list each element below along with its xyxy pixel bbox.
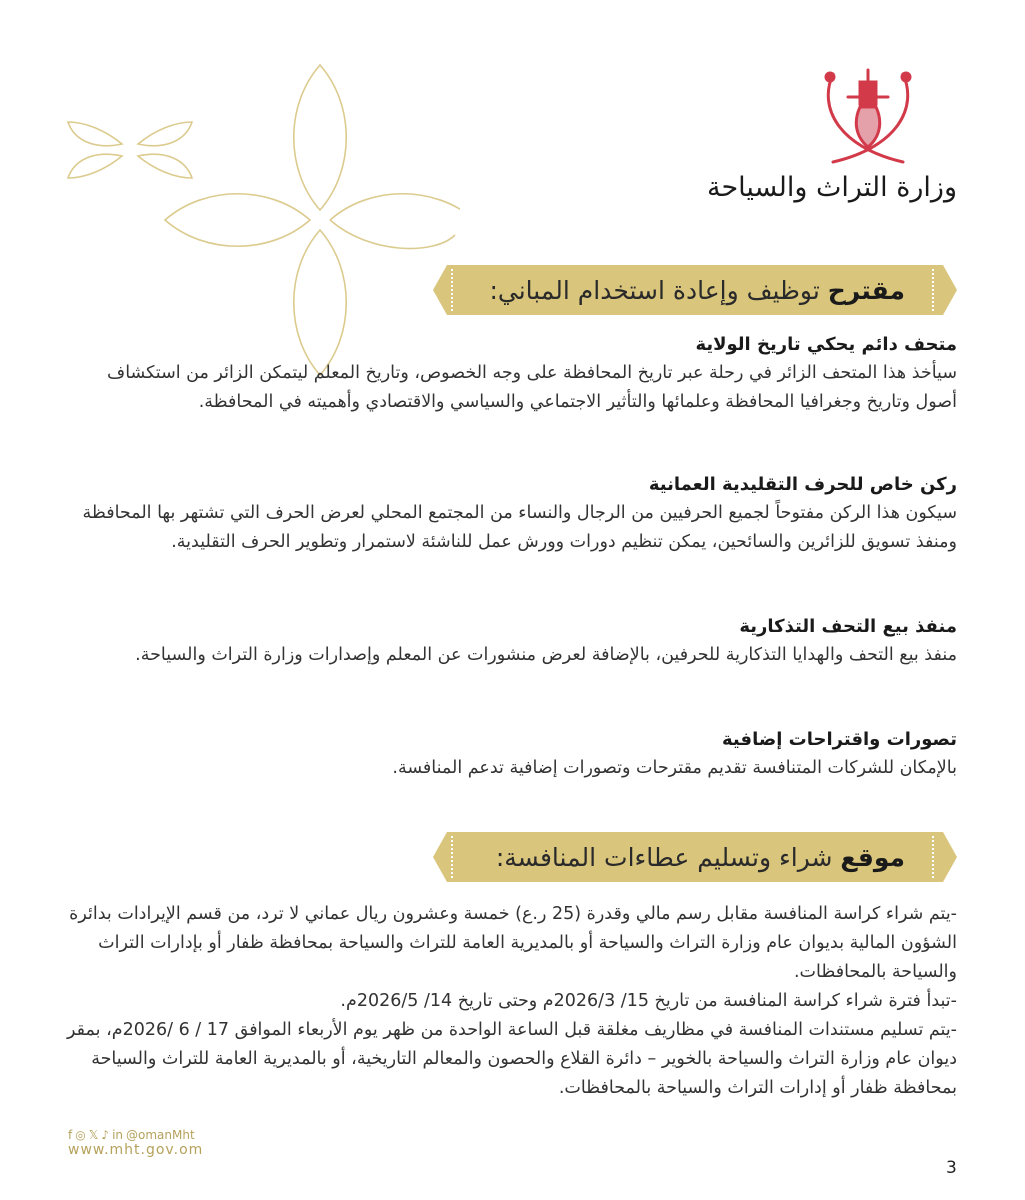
section-body: سيأخذ هذا المتحف الزائر في رحلة عبر تاريخ المحافظة على وجه الخصوص، وتاريخ المعلم ليتمكن الزائر من استكشاف أصول وتاريخ وجغرافيا المحافظة وعلمائها والتأثير الاجتماعي والسياسي والاقتصادي وأهميته في المحافظة. — [107, 363, 957, 412]
page-number: 3 — [946, 1158, 957, 1178]
section-body: بالإمكان للشركات المتنافسة تقديم مقترحات وتصورات إضافية تدعم المنافسة. — [392, 758, 957, 778]
tender-conditions — [67, 900, 957, 1103]
tiktok-icon[interactable]: ♪ — [101, 1128, 110, 1142]
section-title: منفذ بيع التحف التذكارية — [739, 616, 957, 637]
banner-heading-rest: توظيف وإعادة استخدام المباني: — [489, 275, 828, 305]
section-body: منفذ بيع التحف والهدايا التذكارية للحرفين، بالإضافة لعرض منشورات عن المعلم وإصدارات وزارة التراث والسياحة. — [135, 645, 957, 665]
banner-heading-bold: مقترح — [827, 275, 905, 305]
section-title: تصورات واقتراحات إضافية — [722, 729, 957, 750]
section-banner-tender-location — [447, 832, 943, 882]
section-body: سيكون هذا الركن مفتوحاً لجميع الحرفيين من الرجال والنساء من المجتمع المحلي لعرض الحرف التي تشتهر بها المحافظة ومنفذ تسويق للزائرين والسائحين، يمكن تنظيم دورات وورش عمل للناشئة لاستمرار وتطوير الحرف التقليدية. — [82, 503, 957, 552]
banner-heading-bold: موقع — [840, 842, 905, 872]
social-media-row — [68, 1128, 195, 1142]
social-handle[interactable]: @omanMht — [126, 1128, 195, 1142]
section-banner-proposal — [447, 265, 943, 315]
website-link[interactable]: www.mht.gov.om — [68, 1142, 204, 1158]
condition-submission: -يتم تسليم مستندات المنافسة في مظاريف مغلقة قبل الساعة الواحدة من ظهر يوم الأربعاء الموافق 17 / 6 /2026م، بمقر ديوان عام وزارة التراث والسياحة بالخوير – دائرة القلاع والحصون والمعالم التاريخية، أو بالمديرية العامة للتراث والسياحة بمحافظة ظفار أو إدارات التراث والسياحة بالمحافظات. — [67, 1020, 957, 1098]
section-title: متحف دائم يحكي تاريخ الولاية — [695, 334, 957, 355]
section-museum — [67, 330, 957, 417]
section-souvenir-outlet — [67, 612, 957, 670]
ministry-name: وزارة التراث والسياحة — [706, 172, 957, 203]
banner-heading — [496, 843, 905, 872]
x-icon[interactable]: 𝕏 — [88, 1128, 99, 1142]
condition-purchase: -يتم شراء كراسة المنافسة مقابل رسم مالي وقدرة (25 ر.ع) خمسة وعشرون ريال عماني لا ترد، من قسم الإيرادات بدائرة الشؤون المالية بديوان عام وزارة التراث والسياحة أو بالمديرية العامة للتراث والسياحة بمحافظة ظفار أو بإدارات التراث والسياحة بالمحافظات. — [69, 904, 957, 982]
oman-national-emblem-icon — [808, 62, 928, 172]
section-crafts-corner — [67, 470, 957, 557]
section-additional-proposals — [67, 725, 957, 783]
banner-heading — [489, 276, 905, 305]
instagram-icon[interactable]: ◎ — [75, 1128, 86, 1142]
linkedin-icon[interactable]: in — [112, 1128, 124, 1142]
condition-period: -تبدأ فترة شراء كراسة المنافسة من تاريخ 15/ 2026/3م وحتى تاريخ 14/ 2026/5م. — [340, 991, 957, 1011]
facebook-icon[interactable]: f — [68, 1128, 73, 1142]
section-title: ركن خاص للحرف التقليدية العمانية — [648, 474, 957, 495]
banner-heading-rest: شراء وتسليم عطاءات المنافسة: — [495, 842, 841, 872]
